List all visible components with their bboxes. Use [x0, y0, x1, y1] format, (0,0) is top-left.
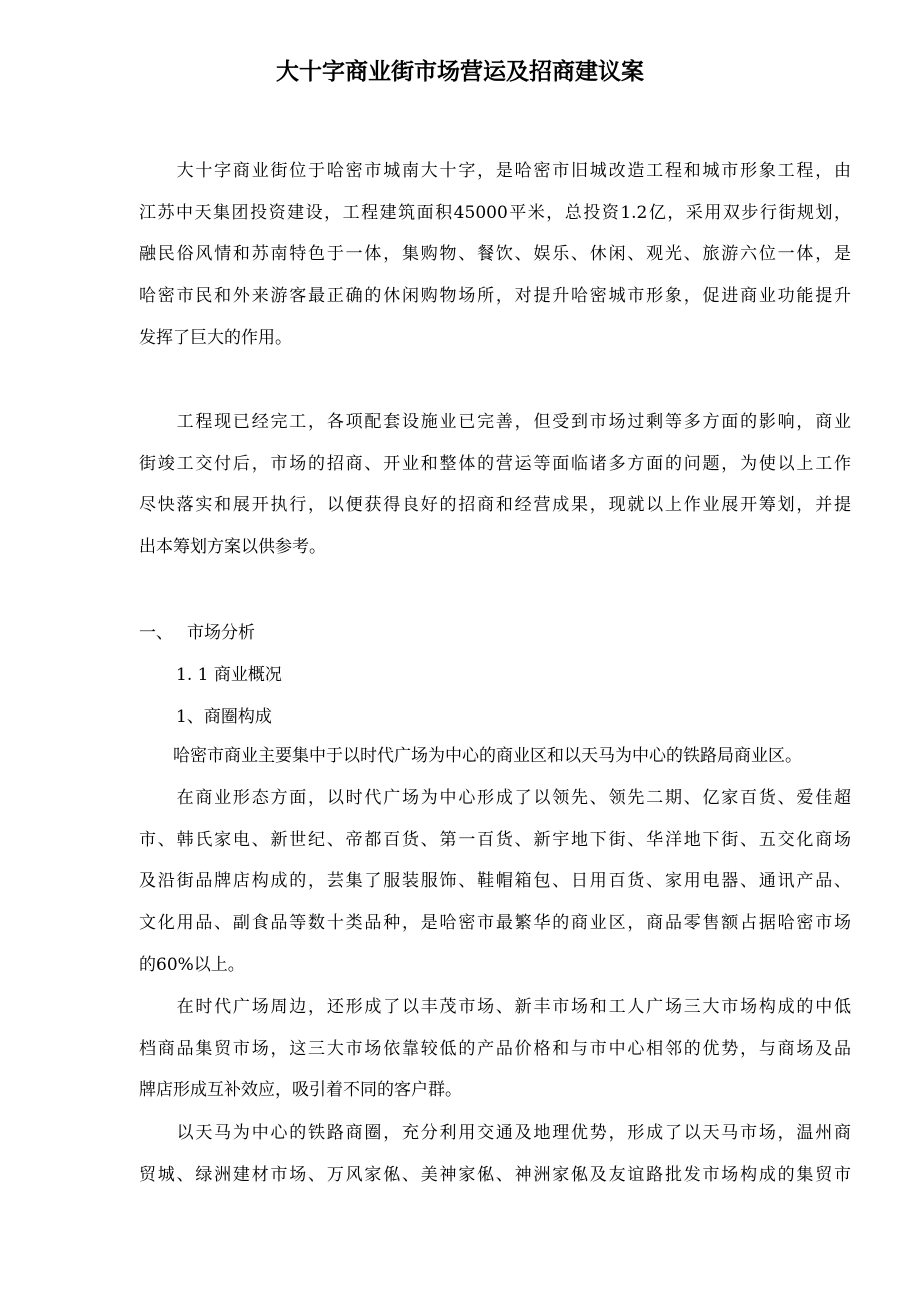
paragraph-line: 江苏中天集团投资建设，工程建筑面积45000平米，总投资1.2亿，采用双步行街规划， [139, 202, 851, 223]
document-title: 大十字商业街市场营运及招商建议案 [276, 58, 644, 85]
subsection-heading: 1. 1 商业概况 [176, 665, 282, 685]
paragraph-line: 文化用品、副食品等数十类品种，是哈密市最繁华的商业区，商品零售额占据哈密市场 [139, 913, 851, 934]
section-title: 市场分析 [187, 623, 255, 643]
paragraph-line: 档商品集贸市场，这三大市场依靠较低的产品价格和与市中心相邻的优势，与商场及品 [139, 1038, 851, 1059]
section-number: 一、 [139, 623, 173, 643]
paragraph-line: 及沿街品牌店构成的，芸集了服装服饰、鞋帽箱包、日用百货、家用电器、通讯产品、 [139, 871, 851, 892]
paragraph-line: 大十字商业街位于哈密市城南大十字，是哈密市旧城改造工程和城市形象工程，由 [139, 161, 851, 181]
subsection-heading: 1、商圈构成 [176, 707, 272, 727]
paragraph-railway-district [139, 1113, 851, 1196]
paragraph-commerce-areas [139, 736, 851, 778]
paragraph-line: 融民俗风情和苏南特色于一体，集购物、餐饮、娱乐、休闲、观光、旅游六位一体，是 [139, 244, 851, 265]
paragraph-markets [139, 987, 851, 1112]
paragraph-line: 在商业形态方面，以时代广场为中心形成了以领先、领先二期、亿家百货、爱佳超 [139, 788, 851, 808]
paragraph-line: 哈密市商业主要集中于以时代广场为中心的商业区和以天马为中心的铁路局商业区。 [139, 746, 802, 766]
paragraph-line: 在时代广场周边，还形成了以丰茂市场、新丰市场和工人广场三大市场构成的中低 [139, 997, 851, 1017]
paragraph-line: 尽快落实和展开执行，以便获得良好的招商和经营成果，现就以上作业展开筹划，并提 [139, 495, 851, 516]
paragraph-line: 的60%以上。 [139, 954, 245, 975]
paragraph-status [139, 402, 851, 569]
paragraph-business-forms [139, 778, 851, 986]
paragraph-line: 发挥了巨大的作用。 [139, 327, 292, 348]
paragraph-intro [139, 151, 851, 359]
paragraph-line: 市、韩氏家电、新世纪、帝都百货、第一百货、新宇地下街、华洋地下街、五交化商场 [139, 829, 851, 850]
paragraph-line: 哈密市民和外来游客最正确的休闲购物场所，对提升哈密城市形象，促进商业功能提升 [139, 286, 851, 307]
paragraph-line: 街竣工交付后，市场的招商、开业和整体的营运等面临诸多方面的问题，为使以上工作 [139, 453, 851, 474]
paragraph-line: 出本筹划方案以供参考。 [139, 537, 326, 558]
paragraph-line: 贸城、绿洲建材市场、万风家俬、美神家俬、神洲家俬及友谊路批发市场构成的集贸市 [139, 1164, 851, 1185]
paragraph-line: 牌店形成互补效应，吸引着不同的客户群。 [139, 1080, 462, 1101]
paragraph-line: 工程现已经完工，各项配套设施业已完善，但受到市场过剩等多方面的影响，商业 [139, 412, 851, 432]
paragraph-line: 以天马为中心的铁路商圈，充分利用交通及地理优势，形成了以天马市场，温州商 [139, 1123, 851, 1143]
